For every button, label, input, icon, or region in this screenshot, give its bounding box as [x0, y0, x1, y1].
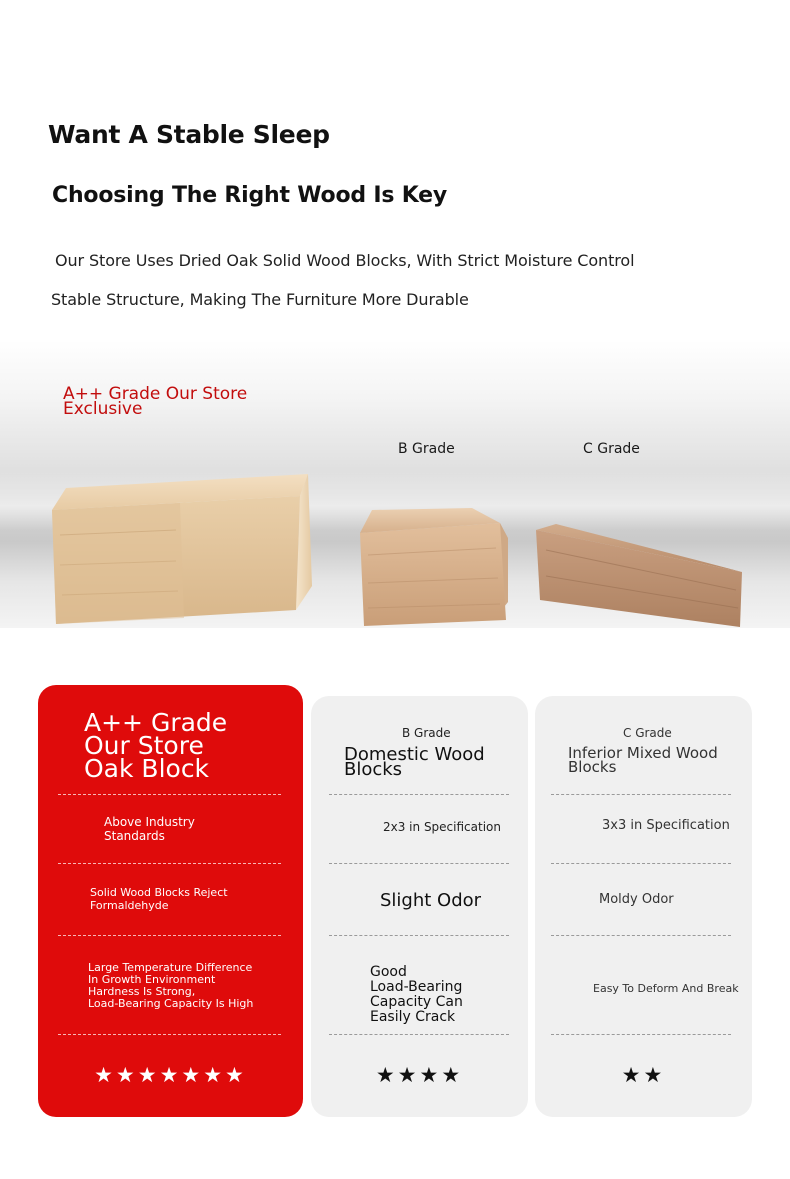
- c-grade-odor: Moldy Odor: [599, 892, 674, 907]
- divider: [329, 935, 509, 936]
- b-grade-odor: Slight Odor: [380, 890, 482, 911]
- a-grade-standards: [104, 815, 195, 843]
- a-grade-hardness: [88, 962, 253, 1010]
- page-subtitle: Choosing The Right Wood Is Key: [52, 183, 448, 208]
- b-grade-strength-line4: Easily Crack: [370, 1009, 456, 1025]
- wood-blocks-photo: [0, 340, 790, 628]
- c-grade-strength: Easy To Deform And Break: [593, 982, 739, 995]
- divider: [329, 863, 509, 864]
- a-grade-card: [38, 685, 303, 1117]
- b-grade-strength-line1: Good: [370, 964, 407, 980]
- a-grade-title-line1: A++ Grade: [84, 708, 228, 737]
- a-grade-hardness-line4: Load-Bearing Capacity Is High: [88, 997, 254, 1010]
- a-grade-hardness-line3: Hardness Is Strong,: [88, 985, 196, 998]
- b-grade-label: B Grade: [402, 726, 451, 740]
- a-grade-title-line2: Our Store: [84, 731, 204, 760]
- a-grade-title-line3: Oak Block: [84, 754, 210, 783]
- c-grade-star-rating: ★★: [621, 1064, 666, 1087]
- a-grade-formaldehyde: [90, 886, 228, 912]
- c-grade-specification: 3x3 in Specification: [602, 818, 730, 833]
- divider: [58, 935, 281, 936]
- c-grade-card-title: [568, 746, 718, 774]
- divider: [551, 794, 731, 795]
- a-grade-star-rating: ★★★★★★★: [94, 1064, 247, 1087]
- divider: [58, 794, 281, 795]
- a-grade-formaldehyde-line2: Formaldehyde: [90, 899, 169, 912]
- divider: [329, 794, 509, 795]
- b-grade-strength-line3: Capacity Can: [370, 994, 463, 1010]
- b-grade-strength: [370, 965, 463, 1025]
- c-grade-card: [535, 696, 752, 1117]
- b-grade-star-rating: ★★★★: [375, 1064, 464, 1087]
- b-grade-title-line2: Blocks: [344, 759, 403, 780]
- divider: [551, 1034, 731, 1035]
- page-title: Want A Stable Sleep: [48, 120, 330, 149]
- b-grade-strength-line2: Load-Bearing: [370, 979, 463, 995]
- a-grade-photo-label-line2: Exclusive: [63, 399, 143, 419]
- divider: [329, 1034, 509, 1035]
- b-grade-wood-block: [360, 508, 508, 626]
- b-grade-specification: 2x3 in Specification: [383, 820, 501, 834]
- divider: [58, 863, 281, 864]
- c-grade-wood-block: [536, 524, 742, 627]
- description-line-1: Our Store Uses Dried Oak Solid Wood Blocks, With Strict Moisture Control: [55, 251, 635, 270]
- a-grade-hardness-line1: Large Temperature Difference: [88, 961, 253, 974]
- description-line-2: Stable Structure, Making The Furniture More Durable: [51, 290, 469, 309]
- a-grade-card-title: [84, 708, 228, 783]
- a-grade-photo-label: [63, 384, 248, 419]
- b-grade-card-title: [344, 744, 485, 780]
- c-grade-photo-label: C Grade: [583, 441, 640, 457]
- c-grade-title-line1: Inferior Mixed Wood: [568, 744, 718, 762]
- c-grade-label: C Grade: [623, 726, 672, 740]
- a-grade-photo-label-line1: A++ Grade Our Store: [63, 384, 248, 404]
- a-grade-formaldehyde-line1: Solid Wood Blocks Reject: [90, 886, 228, 899]
- b-grade-photo-label: B Grade: [398, 441, 455, 457]
- a-grade-hardness-line2: In Growth Environment: [88, 973, 216, 986]
- divider: [58, 1034, 281, 1035]
- a-grade-standards-line2: Standards: [104, 829, 165, 843]
- divider: [551, 935, 731, 936]
- divider: [551, 863, 731, 864]
- a-grade-standards-line1: Above Industry: [104, 815, 195, 829]
- c-grade-title-line2: Blocks: [568, 758, 617, 776]
- a-grade-wood-block: [52, 474, 312, 624]
- b-grade-title-line1: Domestic Wood: [344, 744, 485, 765]
- b-grade-card: [311, 696, 528, 1117]
